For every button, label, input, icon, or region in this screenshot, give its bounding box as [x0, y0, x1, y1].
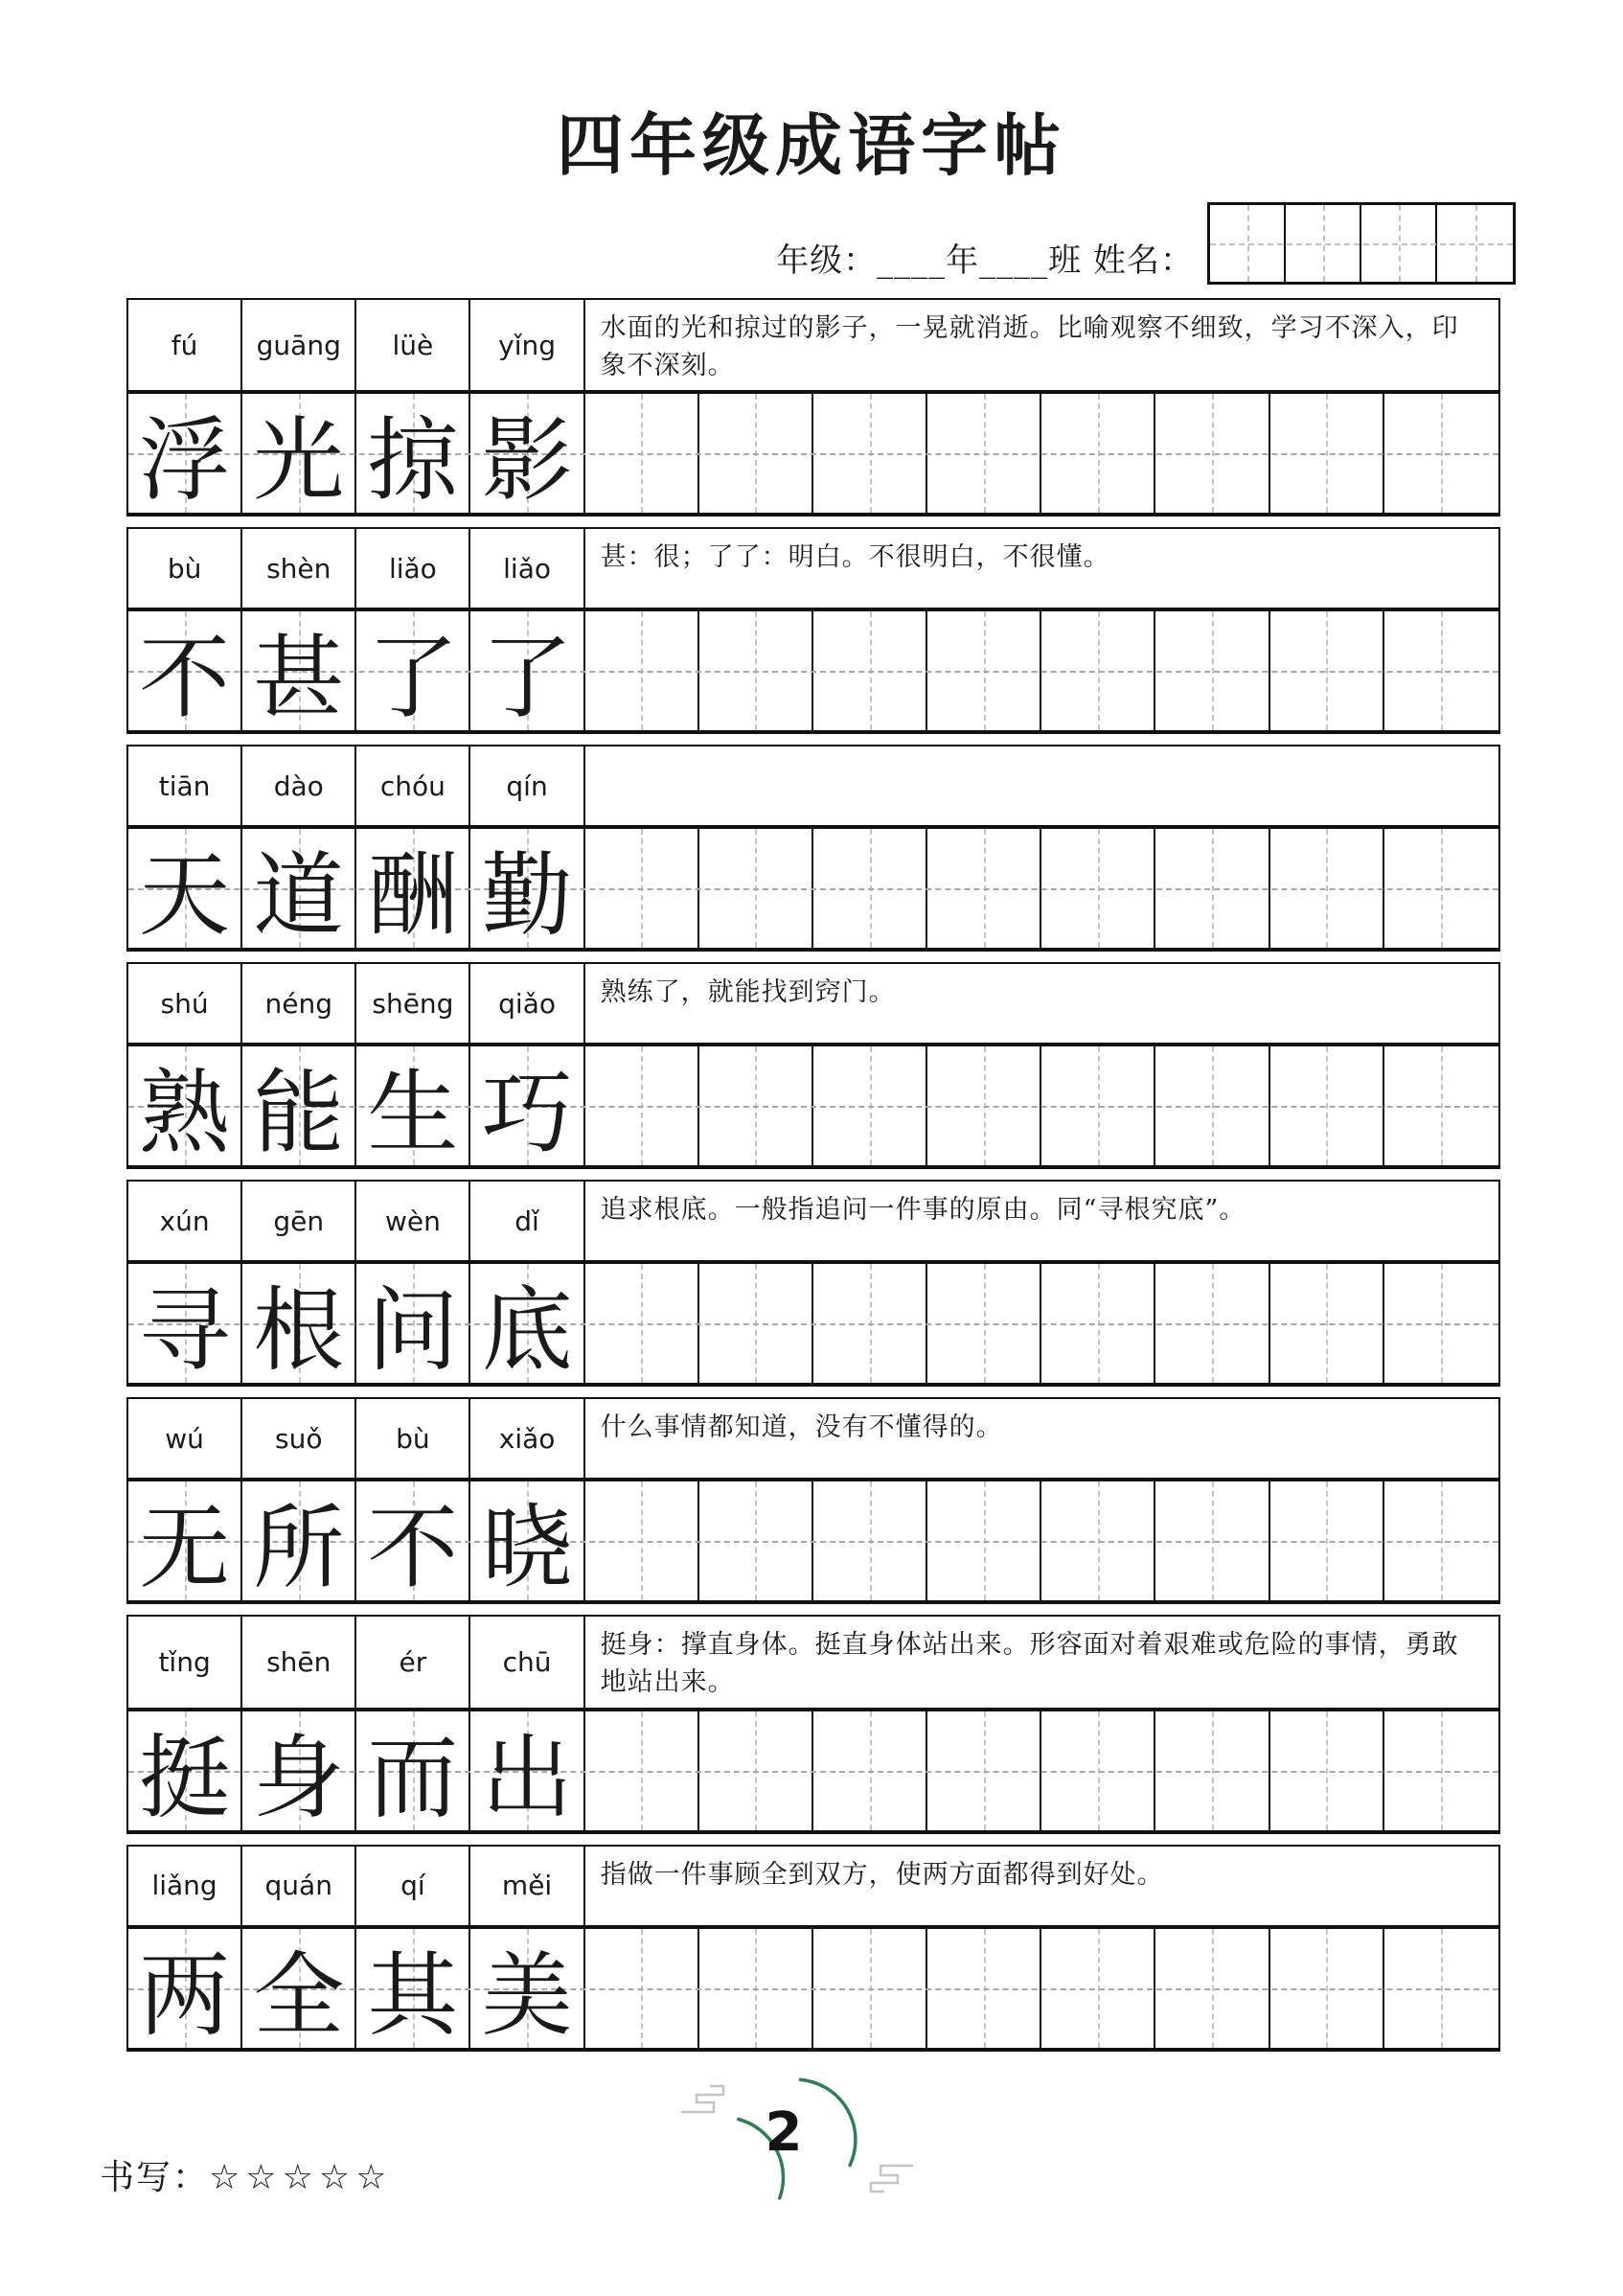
pinyin-cell: ér — [356, 1617, 470, 1707]
practice-cell — [699, 1481, 813, 1600]
name-grid-cell — [1210, 205, 1286, 282]
practice-cell — [813, 1046, 927, 1165]
character-cell — [128, 1481, 242, 1600]
practice-cell — [585, 1264, 699, 1383]
practice-row — [128, 608, 1498, 730]
practice-cell — [1041, 829, 1155, 948]
practice-cell — [813, 1711, 927, 1830]
practice-cell — [1155, 394, 1269, 513]
practice-cell — [1041, 1481, 1155, 1600]
character-cell — [242, 1264, 356, 1383]
pinyin-cell: qiǎo — [470, 964, 584, 1043]
pinyin-cell: lüè — [356, 300, 470, 390]
idiom-character: 酬 — [367, 843, 459, 950]
practice-cell — [699, 611, 813, 730]
idiom-block — [126, 1397, 1500, 1604]
idiom-character: 根 — [253, 1278, 345, 1385]
idiom-character: 两 — [139, 1942, 231, 2049]
practice-cell — [699, 1264, 813, 1383]
character-cell — [128, 394, 242, 513]
practice-cell — [1041, 1711, 1155, 1830]
pinyin-cell: suǒ — [242, 1399, 356, 1478]
definition-text: 指做一件事顾全到双方，使两方面都得到好处。 — [600, 1859, 1164, 1890]
practice-cell — [1270, 1046, 1384, 1165]
character-cell — [470, 829, 584, 948]
idiom-character: 巧 — [481, 1061, 573, 1167]
idiom-character: 浮 — [139, 408, 231, 515]
pinyin-cell: wèn — [356, 1182, 470, 1260]
character-cell — [128, 1264, 242, 1383]
practice-cell — [1270, 611, 1384, 730]
header-row — [0, 196, 1623, 285]
idiom-character: 所 — [253, 1496, 345, 1602]
pinyin-cell: liǎo — [356, 529, 470, 608]
idiom-character: 生 — [367, 1061, 459, 1167]
idiom-block — [126, 1180, 1500, 1387]
idiom-block — [126, 1845, 1500, 2052]
practice-cell — [1270, 1711, 1384, 1830]
character-cell — [470, 1046, 584, 1165]
page-title: 四年级成语字帖 — [557, 105, 1066, 185]
practice-row — [128, 1043, 1498, 1165]
idiom-character: 掠 — [367, 408, 459, 515]
character-cell — [128, 611, 242, 730]
rating-stars: ☆☆☆☆☆ — [209, 2158, 393, 2197]
practice-cell — [699, 394, 813, 513]
character-cell — [470, 1264, 584, 1383]
character-cell — [356, 394, 470, 513]
practice-cell — [585, 1481, 699, 1600]
page-footer — [0, 2051, 1623, 2262]
character-cell — [242, 1711, 356, 1830]
pinyin-cell: shēn — [242, 1617, 356, 1707]
character-cell — [356, 829, 470, 948]
pinyin-cell: bù — [356, 1399, 470, 1478]
pinyin-definition-row — [128, 964, 1498, 1043]
pinyin-cell: qí — [356, 1847, 470, 1925]
name-grid-cell — [1437, 205, 1513, 282]
definition-text: 什么事情都知道，没有不懂得的。 — [600, 1412, 1003, 1443]
character-cell — [470, 394, 584, 513]
practice-cell — [1041, 1046, 1155, 1165]
name-grid-cell — [1361, 205, 1437, 282]
practice-row — [128, 1708, 1498, 1830]
practice-cell — [1155, 1264, 1269, 1383]
idiom-character: 出 — [481, 1725, 573, 1831]
idiom-character: 挺 — [139, 1725, 231, 1831]
practice-cell — [1155, 1929, 1269, 2048]
practice-row — [128, 825, 1498, 948]
pinyin-cell: yǐng — [470, 300, 584, 390]
character-cell — [128, 1046, 242, 1165]
pinyin-definition-row — [128, 1182, 1498, 1260]
practice-cell — [927, 394, 1041, 513]
character-cell — [242, 1481, 356, 1600]
practice-cell — [1384, 611, 1498, 730]
idiom-character: 能 — [253, 1061, 345, 1167]
idiom-character: 美 — [481, 1942, 573, 2049]
practice-cell — [1384, 1046, 1498, 1165]
pinyin-cell: shēng — [356, 964, 470, 1043]
practice-cell — [699, 1929, 813, 2048]
practice-cell — [1270, 1481, 1384, 1600]
practice-cell — [1155, 611, 1269, 730]
character-cell — [242, 611, 356, 730]
idiom-character: 了 — [481, 626, 573, 732]
pinyin-cell: shú — [128, 964, 242, 1043]
practice-cell — [1384, 1711, 1498, 1830]
character-cell — [470, 611, 584, 730]
practice-cell — [813, 394, 927, 513]
definition-text: 甚：很；了了：明白。不很明白，不很懂。 — [600, 542, 1110, 573]
pinyin-cell: liǎo — [470, 529, 584, 608]
pinyin-cell: měi — [470, 1847, 584, 1925]
practice-cell — [1270, 1264, 1384, 1383]
character-cell — [356, 611, 470, 730]
character-cell — [128, 1711, 242, 1830]
idiom-blocks — [126, 298, 1500, 2052]
idiom-character: 全 — [253, 1942, 345, 2049]
practice-cell — [585, 1711, 699, 1830]
practice-cell — [1155, 1481, 1269, 1600]
idiom-block — [126, 1615, 1500, 1833]
character-cell — [470, 1929, 584, 2048]
pinyin-cell: shèn — [242, 529, 356, 608]
grade-class-name-line: 年级：____年____班 姓名： — [776, 241, 1194, 280]
idiom-character: 晓 — [481, 1496, 573, 1602]
character-cell — [242, 1929, 356, 2048]
pinyin-cell: wú — [128, 1399, 242, 1478]
practice-cell — [1041, 611, 1155, 730]
rating-label: 书写： — [100, 2158, 210, 2197]
idiom-block — [126, 745, 1500, 952]
practice-cell — [585, 394, 699, 513]
character-cell — [128, 1929, 242, 2048]
practice-cell — [927, 1264, 1041, 1383]
character-cell — [470, 1711, 584, 1830]
character-cell — [356, 1481, 470, 1600]
idiom-character: 勤 — [481, 843, 573, 950]
page-number-badge — [714, 2058, 877, 2221]
pinyin-cell: bù — [128, 529, 242, 608]
name-grid — [1207, 202, 1516, 285]
pinyin-cell: quán — [242, 1847, 356, 1925]
practice-cell — [813, 1264, 927, 1383]
pinyin-cell: dǐ — [470, 1182, 584, 1260]
idiom-block — [126, 527, 1500, 734]
practice-cell — [585, 1046, 699, 1165]
pinyin-cell: fú — [128, 300, 242, 390]
practice-cell — [1041, 394, 1155, 513]
practice-cell — [585, 611, 699, 730]
practice-cell — [1384, 1929, 1498, 2048]
pinyin-definition-row — [128, 529, 1498, 608]
practice-row — [128, 390, 1498, 513]
definition-text: 熟练了，就能找到窍门。 — [600, 977, 896, 1008]
practice-cell — [585, 829, 699, 948]
character-cell — [242, 829, 356, 948]
page-number: 2 — [765, 2101, 803, 2164]
pinyin-cell: gēn — [242, 1182, 356, 1260]
practice-cell — [699, 829, 813, 948]
definition-text — [585, 746, 1498, 825]
pinyin-cell: xiǎo — [470, 1399, 584, 1478]
pinyin-cell: liǎng — [128, 1847, 242, 1925]
practice-row — [128, 1925, 1498, 2048]
practice-cell — [1155, 829, 1269, 948]
character-cell — [356, 1929, 470, 2048]
name-grid-cell — [1286, 205, 1361, 282]
pinyin-definition-row — [128, 1399, 1498, 1478]
idiom-character: 了 — [367, 626, 459, 732]
character-cell — [128, 829, 242, 948]
practice-cell — [927, 611, 1041, 730]
practice-cell — [927, 1481, 1041, 1600]
character-cell — [356, 1264, 470, 1383]
pinyin-cell: qín — [470, 746, 584, 825]
practice-cell — [1270, 829, 1384, 948]
practice-row — [128, 1478, 1498, 1600]
idiom-character: 寻 — [139, 1278, 231, 1385]
practice-cell — [1041, 1264, 1155, 1383]
pinyin-definition-row — [128, 746, 1498, 825]
pinyin-definition-row — [128, 1847, 1498, 1925]
practice-cell — [927, 1046, 1041, 1165]
practice-cell — [699, 1046, 813, 1165]
idiom-block — [126, 962, 1500, 1169]
practice-cell — [813, 829, 927, 948]
practice-cell — [813, 1929, 927, 2048]
character-cell — [356, 1046, 470, 1165]
idiom-character: 道 — [253, 843, 345, 950]
character-cell — [242, 1046, 356, 1165]
practice-cell — [813, 611, 927, 730]
idiom-character: 熟 — [139, 1061, 231, 1167]
idiom-character: 底 — [481, 1278, 573, 1385]
practice-cell — [699, 1711, 813, 1830]
practice-cell — [1384, 394, 1498, 513]
pinyin-cell: dào — [242, 746, 356, 825]
definition-text: 挺身：撑直身体。挺直身体站出来。形容面对着艰难或危险的事情，勇敢地站出来。 — [600, 1630, 1459, 1698]
pinyin-definition-row — [128, 1617, 1498, 1707]
practice-cell — [1041, 1929, 1155, 2048]
idiom-block — [126, 298, 1500, 517]
character-cell — [242, 394, 356, 513]
pinyin-cell: tiān — [128, 746, 242, 825]
practice-cell — [1384, 829, 1498, 948]
practice-row — [128, 1260, 1498, 1383]
idiom-character: 其 — [367, 1942, 459, 2049]
practice-cell — [585, 1929, 699, 2048]
idiom-character: 影 — [481, 408, 573, 515]
handwriting-rating — [100, 2150, 392, 2199]
idiom-character: 不 — [367, 1496, 459, 1602]
practice-cell — [927, 1711, 1041, 1830]
definition-text: 追求根底。一般指追问一件事的原由。同“寻根究底”。 — [600, 1195, 1246, 1226]
character-cell — [356, 1711, 470, 1830]
idiom-character: 光 — [253, 408, 345, 515]
idiom-character: 而 — [367, 1725, 459, 1831]
character-cell — [470, 1481, 584, 1600]
pinyin-cell: guāng — [242, 300, 356, 390]
idiom-character: 天 — [139, 843, 231, 950]
idiom-character: 甚 — [253, 626, 345, 732]
pinyin-cell: chū — [470, 1617, 584, 1707]
practice-cell — [1155, 1711, 1269, 1830]
practice-cell — [1270, 1929, 1384, 2048]
definition-text: 水面的光和掠过的影子，一晃就消逝。比喻观察不细致，学习不深入，印象不深刻。 — [600, 313, 1459, 381]
practice-cell — [1155, 1046, 1269, 1165]
pinyin-cell: tǐng — [128, 1617, 242, 1707]
idiom-character: 无 — [139, 1496, 231, 1602]
practice-cell — [1384, 1481, 1498, 1600]
practice-cell — [1270, 394, 1384, 513]
practice-cell — [927, 829, 1041, 948]
pinyin-cell: xún — [128, 1182, 242, 1260]
idiom-character: 问 — [367, 1278, 459, 1385]
practice-cell — [813, 1481, 927, 1600]
pinyin-cell: néng — [242, 964, 356, 1043]
idiom-character: 身 — [253, 1725, 345, 1831]
idiom-character: 不 — [139, 626, 231, 732]
practice-cell — [1384, 1264, 1498, 1383]
practice-cell — [927, 1929, 1041, 2048]
pinyin-cell: chóu — [356, 746, 470, 825]
pinyin-definition-row — [128, 300, 1498, 390]
